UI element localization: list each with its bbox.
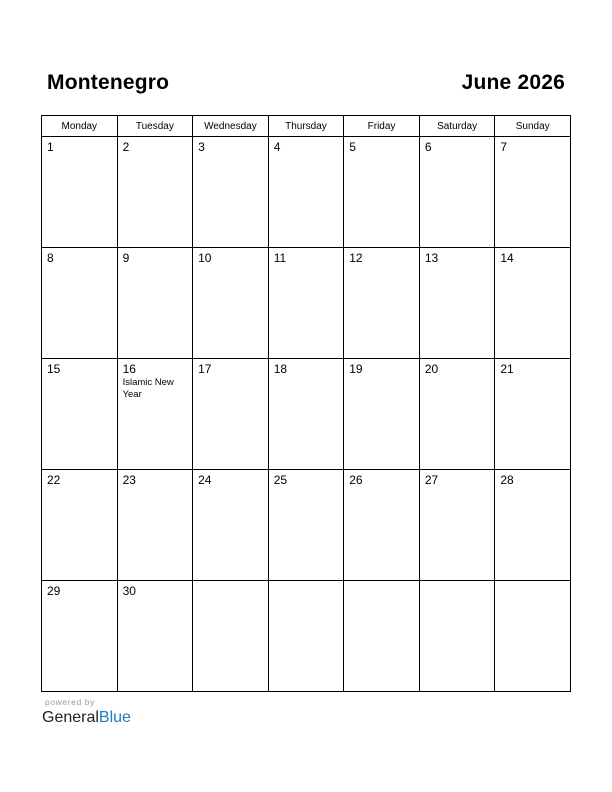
day-number: 28 (500, 473, 514, 487)
day-number: 15 (47, 362, 61, 376)
day-number: 4 (273, 140, 281, 154)
empty-day-cell (419, 581, 495, 692)
day-number: 13 (424, 251, 439, 265)
brand-name-part2: Blue (98, 709, 131, 726)
day-number: 19 (349, 362, 363, 376)
day-number (344, 581, 419, 584)
country-title: Montenegro (47, 71, 170, 94)
day-cell (344, 470, 420, 581)
day-number: 12 (349, 251, 363, 265)
day-number: 20 (424, 362, 439, 376)
day-cell (117, 248, 193, 359)
day-number: 26 (349, 473, 363, 487)
day-number: 16 (122, 362, 136, 376)
day-number: 17 (198, 362, 212, 376)
day-number: 23 (122, 473, 136, 487)
weekday-monday: Monday (42, 116, 118, 137)
weekday-friday: Friday (344, 116, 420, 137)
day-cell (495, 359, 571, 470)
day-number: 9 (122, 251, 130, 265)
empty-day-cell (268, 581, 344, 692)
day-cell (42, 470, 118, 581)
day-cell (193, 137, 269, 248)
empty-day-cell (193, 581, 269, 692)
day-number: 3 (198, 140, 205, 154)
day-number: 25 (273, 473, 288, 487)
day-cell (193, 359, 269, 470)
day-cell (117, 137, 193, 248)
day-cell (344, 248, 420, 359)
day-number: 18 (273, 362, 288, 376)
day-number (495, 581, 570, 584)
day-number: 14 (500, 251, 514, 265)
day-number: 30 (122, 584, 136, 598)
day-cell (495, 137, 571, 248)
day-cell (117, 359, 193, 470)
weekday-saturday: Saturday (419, 116, 495, 137)
day-number: 6 (424, 140, 432, 154)
day-cell (268, 137, 344, 248)
day-number: 11 (273, 251, 287, 265)
day-number: 2 (122, 140, 130, 154)
weekday-sunday: Sunday (495, 116, 571, 137)
day-cell (419, 137, 495, 248)
day-number: 10 (198, 251, 212, 265)
month-year-title: June 2026 (461, 71, 565, 94)
weekday-header-row (42, 116, 571, 137)
day-cell (344, 137, 420, 248)
day-number (193, 581, 268, 584)
day-cell (42, 137, 118, 248)
brand-logo (42, 709, 131, 727)
week-row (42, 248, 571, 359)
day-cell (495, 470, 571, 581)
day-number: 21 (500, 362, 514, 376)
day-number: 7 (500, 140, 508, 154)
weekday-tuesday: Tuesday (117, 116, 193, 137)
day-cell (42, 359, 118, 470)
empty-day-cell (344, 581, 420, 692)
day-number: 24 (198, 473, 212, 487)
day-number (420, 581, 495, 584)
day-cell (495, 248, 571, 359)
day-cell (419, 470, 495, 581)
weekday-thursday: Thursday (268, 116, 344, 137)
day-cell (193, 470, 269, 581)
day-number: 29 (47, 584, 61, 598)
day-cell (117, 470, 193, 581)
day-cell (268, 248, 344, 359)
weekday-wednesday: Wednesday (193, 116, 269, 137)
day-cell (42, 248, 118, 359)
day-cell (344, 359, 420, 470)
day-number: 8 (47, 251, 54, 265)
day-cell (193, 248, 269, 359)
calendar-grid (41, 115, 571, 692)
day-cell (117, 581, 193, 692)
day-cell (419, 359, 495, 470)
holiday-label: Islamic New Year (122, 377, 174, 400)
day-number (269, 581, 344, 584)
empty-day-cell (495, 581, 571, 692)
week-row (42, 581, 571, 692)
day-number: 5 (349, 140, 356, 154)
day-number: 27 (424, 473, 439, 487)
week-row (42, 359, 571, 470)
day-cell (419, 248, 495, 359)
day-number: 22 (47, 473, 61, 487)
brand-name-part1: General (42, 709, 99, 726)
day-cell (42, 581, 118, 692)
week-row (42, 137, 571, 248)
week-row (42, 470, 571, 581)
powered-by-text: powered by (45, 697, 95, 707)
day-cell (268, 359, 344, 470)
day-number: 1 (47, 140, 54, 154)
day-cell (268, 470, 344, 581)
footer-branding (42, 697, 131, 727)
